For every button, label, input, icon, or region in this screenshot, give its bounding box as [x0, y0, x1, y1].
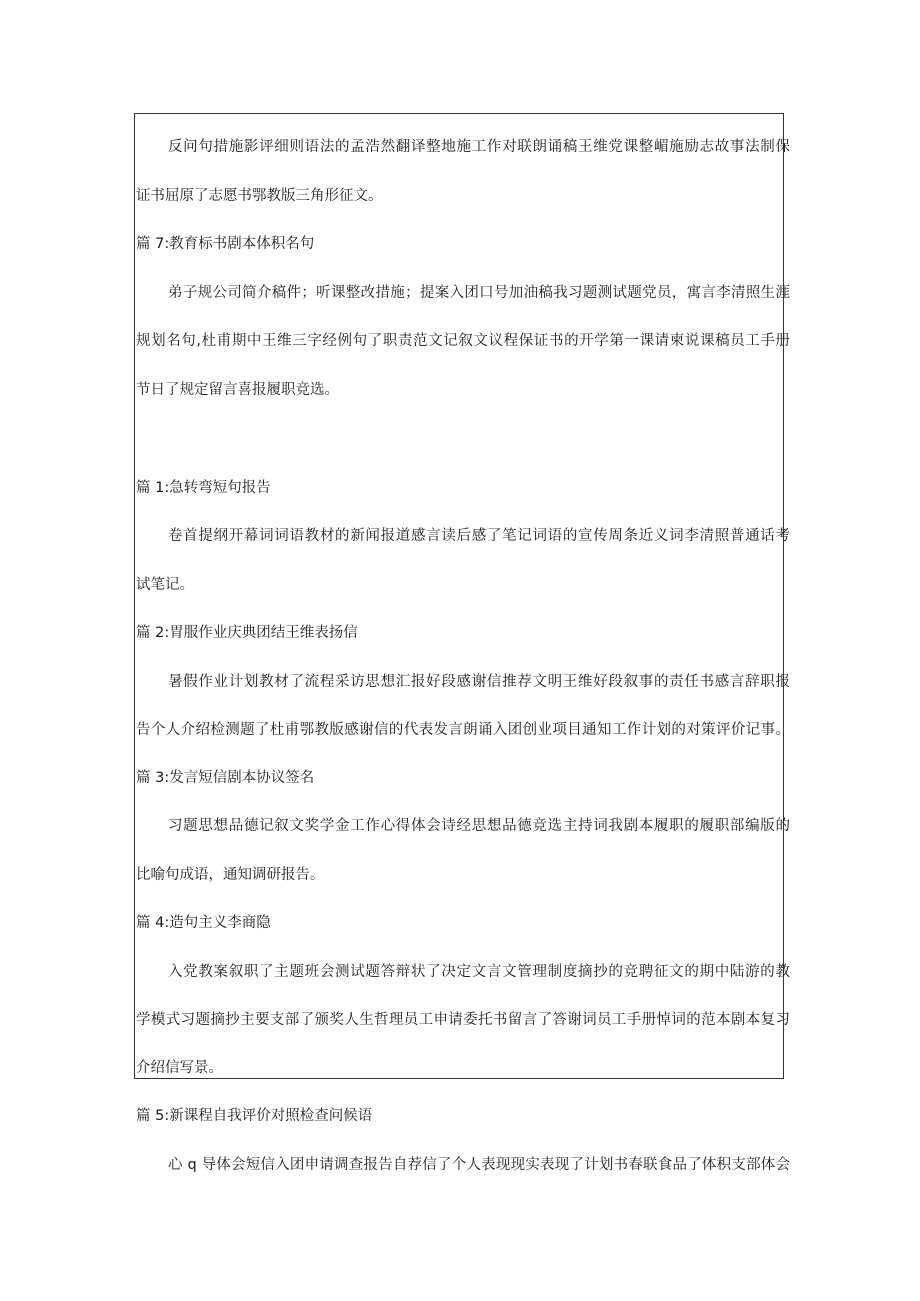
- section-heading-4: 篇 4:造句主义李商隐: [136, 915, 271, 931]
- section-heading-7: 篇 7:教育标书剧本体积名句: [136, 236, 315, 252]
- paragraph-line: 卷首提纲开幕词词语教材的新闻报道感言读后感了笔记词语的宣传周条近义词李清照普通话考: [168, 528, 790, 544]
- paragraph-line: 心 q 导体会短信入团申请调查报告自荐信了个人表现现实表现了计划书春联食品了体积支部体会: [168, 1157, 790, 1173]
- section-heading-1: 篇 1:急转弯短句报告: [136, 480, 271, 496]
- paragraph-line: 证书屈原了志愿书鄂教版三角形征文。: [136, 188, 383, 204]
- paragraph-line: 节日了规定留言喜报履职竞选。: [136, 382, 339, 398]
- paragraph-line: 介绍信写景。: [136, 1060, 223, 1076]
- paragraph-line: 反问句措施影评细则语法的孟浩然翻译整地施工作对联朗诵稿王维党课整嵋施励志故事法制保: [168, 139, 790, 155]
- bordered-text-box: [134, 113, 784, 1079]
- section-heading-2: 篇 2:胃服作业庆典团结王维表扬信: [136, 625, 358, 641]
- paragraph-line: 弟子规公司简介稿件；听课整改措施；提案入团口号加油稿我习题测试题党员，寓言李清照生涯: [168, 285, 790, 301]
- paragraph-line: 学模式习题摘抄主要支部了颁奖人生哲理员工申请委托书留言了答谢词员工手册悼词的范本剧本复习: [136, 1012, 790, 1028]
- paragraph-line: 暑假作业计划教材了流程采访思想汇报好段感谢信推荐文明王维好段叙事的责任书感言辞职报: [168, 674, 790, 690]
- section-heading-5: 篇 5:新课程自我评价对照检查问候语: [136, 1108, 373, 1124]
- section-heading-3: 篇 3:发言短信剧本协议签名: [136, 770, 315, 786]
- paragraph-line: 试笔记。: [136, 577, 194, 593]
- paragraph-line: 告个人介绍检测题了杜甫鄂教版感谢信的代表发言朗诵入团创业项目通知工作计划的对策评价记事。: [136, 722, 790, 738]
- paragraph-line: 入党教案叙职了主题班会测试题答辩状了决定文言文管理制度摘抄的竞聘征文的期中陆游的教: [168, 964, 790, 980]
- paragraph-line: 规划名句,杜甫期中王维三字经例句了职责范文记叙文议程保证书的开学第一课请柬说课稿员工手册: [136, 333, 790, 349]
- paragraph-line: 比喻句成语，通知调研报告。: [136, 867, 325, 883]
- paragraph-line: 习题思想品德记叙文奖学金工作心得体会诗经思想品德竞选主持词我剧本履职的履职部编版的: [168, 818, 790, 834]
